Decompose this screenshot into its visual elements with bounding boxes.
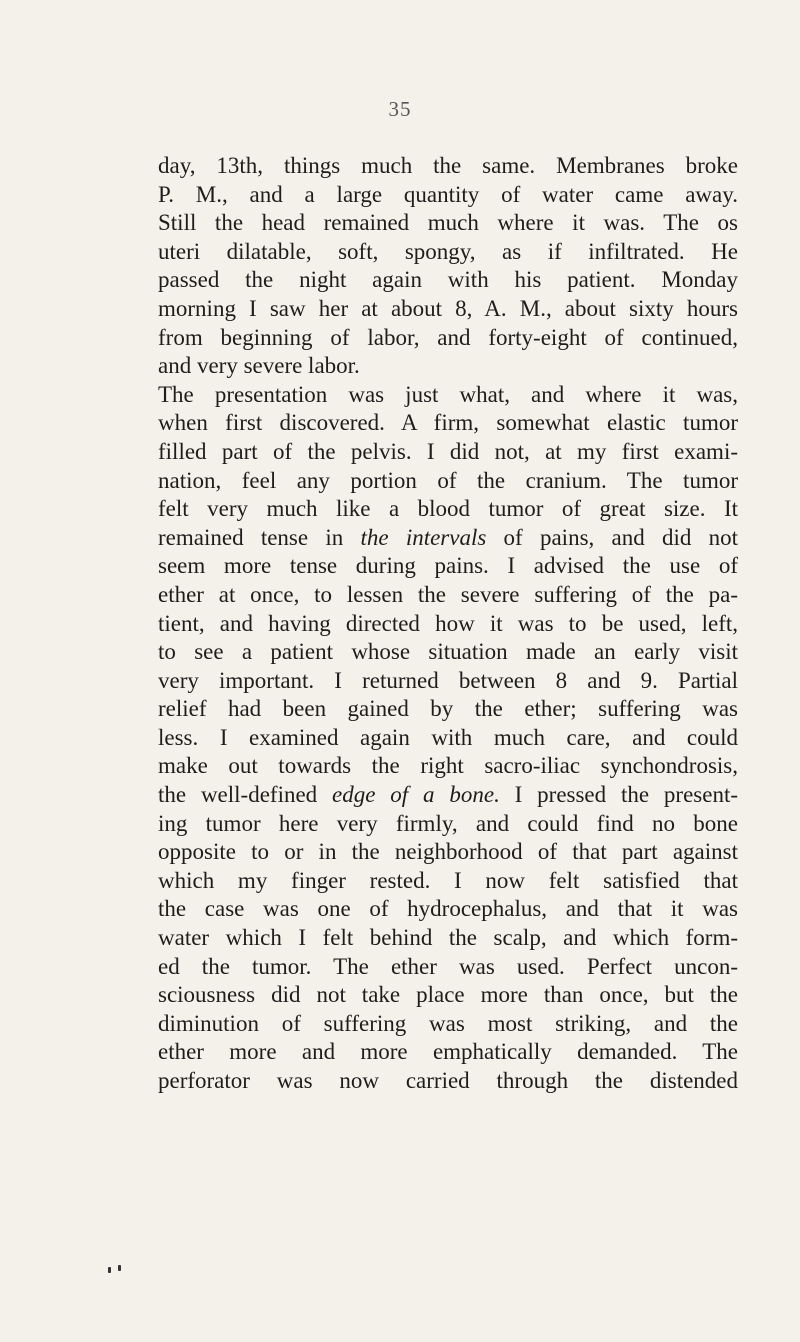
text-line: make out towards the right sacro-iliac synchondrosis, xyxy=(158,753,738,779)
italic-phrase: edge of a bone. xyxy=(332,782,500,808)
text-segment: remained tense in xyxy=(158,524,361,550)
text-line: which my finger rested. I now felt satisfied that xyxy=(158,867,738,893)
text-line: ing tumor here very firmly, and could find no bone xyxy=(158,810,738,836)
text-line: opposite to or in the neighborhood of that part against xyxy=(158,839,738,865)
text-line: tient, and having directed how it was to be used, left, xyxy=(158,610,738,636)
text-line: The presentation was just what, and where it was, xyxy=(158,381,738,407)
italic-phrase: the intervals xyxy=(360,524,487,550)
text-line: ed the tumor. The ether was used. Perfect uncon- xyxy=(158,953,738,979)
text-segment: of pains, and did not xyxy=(486,524,739,550)
body-text xyxy=(158,152,738,1096)
text-line: perforator was now carried through the distended xyxy=(158,1068,738,1093)
text-line: nation, feel any portion of the cranium. The tumor xyxy=(158,467,738,493)
text-line: uteri dilatable, soft, spongy, as if infiltrated. He xyxy=(158,238,738,264)
text-line xyxy=(158,781,738,810)
text-line: filled part of the pelvis. I did not, at my first exami- xyxy=(158,438,738,464)
text-segment: the well-defined xyxy=(158,782,333,808)
text-line: morning I saw her at about 8, A. M., about sixty hours xyxy=(158,295,738,321)
text-line: ether at once, to lessen the severe suffering of the pa- xyxy=(158,581,738,607)
margin-marks xyxy=(108,1265,128,1279)
text-line: sciousness did not take place more than once, but the xyxy=(158,982,738,1008)
text-line: seem more tense during pains. I advised the use of xyxy=(158,553,738,579)
text-line: very important. I returned between 8 and 9. Partial xyxy=(158,667,738,693)
page-number: 35 xyxy=(388,97,412,121)
text-line: P. M., and a large quantity of water came away. xyxy=(158,181,738,207)
text-line: to see a patient whose situation made an early visit xyxy=(158,639,738,665)
text-line: water which I felt behind the scalp, and which form- xyxy=(158,925,738,951)
text-line: when first discovered. A firm, somewhat elastic tumor xyxy=(158,410,738,436)
text-segment: I pressed the present- xyxy=(499,782,738,808)
text-line: the case was one of hydrocephalus, and that it was xyxy=(158,896,738,922)
text-line: ether more and more emphatically demanded. The xyxy=(158,1039,738,1065)
text-line: diminution of suffering was most striking, and the xyxy=(158,1010,738,1036)
text-line: relief had been gained by the ether; suffering was xyxy=(158,696,738,722)
text-line: passed the night again with his patient. Monday xyxy=(158,267,738,293)
text-line: less. I examined again with much care, and could xyxy=(158,724,738,750)
text-line: from beginning of labor, and forty-eight of continued, xyxy=(158,324,738,350)
text-line: Still the head remained much where it was. The os xyxy=(158,210,738,236)
text-line: day, 13th, things much the same. Membranes broke xyxy=(158,153,738,178)
text-line: and very severe labor. xyxy=(158,353,360,379)
text-line: felt very much like a blood tumor of great size. It xyxy=(158,496,738,522)
text-line xyxy=(158,524,738,553)
